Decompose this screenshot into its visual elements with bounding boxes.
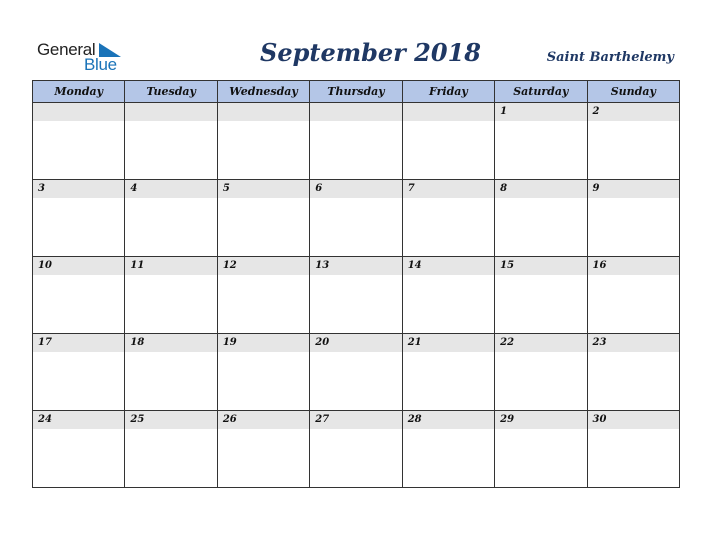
day-cell[interactable] bbox=[495, 103, 587, 180]
day-cell-header-strip bbox=[403, 334, 494, 352]
day-cell[interactable] bbox=[495, 334, 587, 411]
day-cell-header-strip bbox=[403, 103, 494, 121]
day-cell[interactable] bbox=[33, 103, 125, 180]
week-row bbox=[33, 257, 680, 334]
day-cell[interactable] bbox=[125, 180, 217, 257]
weekday-header: Monday bbox=[33, 81, 125, 103]
day-number: 29 bbox=[500, 414, 515, 425]
logo-general-text: General bbox=[37, 40, 96, 59]
day-cell[interactable] bbox=[33, 180, 125, 257]
day-number: 1 bbox=[500, 106, 508, 117]
day-cell[interactable] bbox=[402, 257, 494, 334]
weekday-header: Saturday bbox=[495, 81, 587, 103]
week-row bbox=[33, 103, 680, 180]
day-number: 8 bbox=[500, 183, 508, 194]
day-number: 15 bbox=[500, 260, 515, 271]
day-number: 18 bbox=[130, 337, 145, 348]
weekday-header: Friday bbox=[402, 81, 494, 103]
day-cell[interactable] bbox=[495, 257, 587, 334]
day-cell[interactable] bbox=[33, 411, 125, 488]
day-cell-header-strip bbox=[495, 103, 586, 121]
day-number: 23 bbox=[592, 337, 607, 348]
day-cell-header-strip bbox=[33, 257, 124, 275]
day-cell[interactable] bbox=[587, 334, 679, 411]
day-cell-header-strip bbox=[125, 411, 216, 429]
day-number: 20 bbox=[315, 337, 330, 348]
day-number: 14 bbox=[407, 260, 422, 271]
day-cell-header-strip bbox=[218, 257, 309, 275]
day-number: 3 bbox=[38, 183, 45, 194]
day-cell[interactable] bbox=[495, 180, 587, 257]
day-cell-header-strip bbox=[33, 411, 124, 429]
weekday-header: Thursday bbox=[310, 81, 402, 103]
day-number: 25 bbox=[130, 414, 145, 425]
day-cell-header-strip bbox=[218, 180, 309, 198]
day-cell-header-strip bbox=[218, 103, 309, 121]
logo-blue-text: Blue bbox=[84, 55, 117, 74]
month-title: September 2018 bbox=[260, 38, 481, 67]
day-cell-header-strip bbox=[495, 257, 586, 275]
day-cell-header-strip bbox=[588, 257, 679, 275]
day-cell-header-strip bbox=[218, 334, 309, 352]
day-number: 13 bbox=[315, 260, 330, 271]
day-cell[interactable] bbox=[587, 411, 679, 488]
day-cell[interactable] bbox=[125, 257, 217, 334]
day-cell[interactable] bbox=[217, 257, 309, 334]
day-cell[interactable] bbox=[310, 411, 402, 488]
day-cell-header-strip bbox=[125, 334, 216, 352]
day-cell[interactable] bbox=[125, 334, 217, 411]
day-cell-header-strip bbox=[310, 334, 401, 352]
day-cell-header-strip bbox=[588, 180, 679, 198]
day-cell-header-strip bbox=[495, 411, 586, 429]
day-number: 7 bbox=[407, 183, 415, 194]
day-cell-header-strip bbox=[495, 180, 586, 198]
day-number: 9 bbox=[592, 183, 600, 194]
day-number: 21 bbox=[407, 337, 422, 348]
day-cell-header-strip bbox=[403, 180, 494, 198]
day-cell-header-strip bbox=[588, 103, 679, 121]
day-number: 12 bbox=[222, 260, 237, 271]
week-row bbox=[33, 180, 680, 257]
day-cell[interactable] bbox=[402, 334, 494, 411]
day-cell-header-strip bbox=[310, 103, 401, 121]
day-cell-header-strip bbox=[33, 103, 124, 121]
day-cell[interactable] bbox=[310, 257, 402, 334]
day-cell-header-strip bbox=[125, 180, 216, 198]
day-number: 26 bbox=[222, 414, 237, 425]
day-cell-header-strip bbox=[125, 103, 216, 121]
day-cell-header-strip bbox=[33, 334, 124, 352]
day-cell[interactable] bbox=[125, 103, 217, 180]
day-cell[interactable] bbox=[125, 411, 217, 488]
day-number: 24 bbox=[38, 414, 52, 425]
day-cell[interactable] bbox=[402, 411, 494, 488]
day-cell-header-strip bbox=[403, 411, 494, 429]
day-cell[interactable] bbox=[587, 103, 679, 180]
day-cell[interactable] bbox=[310, 334, 402, 411]
day-number: 28 bbox=[407, 414, 422, 425]
day-cell[interactable] bbox=[587, 257, 679, 334]
day-cell[interactable] bbox=[217, 180, 309, 257]
weekday-header: Wednesday bbox=[217, 81, 309, 103]
day-cell[interactable] bbox=[217, 103, 309, 180]
day-cell[interactable] bbox=[402, 103, 494, 180]
day-cell-header-strip bbox=[33, 180, 124, 198]
day-cell[interactable] bbox=[33, 257, 125, 334]
day-cell[interactable] bbox=[217, 334, 309, 411]
day-number: 16 bbox=[592, 260, 607, 271]
day-number: 30 bbox=[592, 414, 607, 425]
day-cell-header-strip bbox=[310, 257, 401, 275]
day-number: 5 bbox=[222, 183, 230, 194]
week-row bbox=[33, 411, 680, 488]
day-cell[interactable] bbox=[495, 411, 587, 488]
weekday-header: Tuesday bbox=[125, 81, 217, 103]
calendar-grid bbox=[32, 80, 680, 488]
day-number: 2 bbox=[592, 106, 600, 117]
day-number: 11 bbox=[130, 260, 145, 271]
day-cell[interactable] bbox=[217, 411, 309, 488]
day-number: 22 bbox=[500, 337, 515, 348]
day-cell-header-strip bbox=[403, 257, 494, 275]
country-name: Saint Barthelemy bbox=[546, 50, 674, 65]
weekday-header: Sunday bbox=[587, 81, 679, 103]
day-cell[interactable] bbox=[402, 180, 494, 257]
day-cell-header-strip bbox=[310, 411, 401, 429]
day-number: 6 bbox=[315, 183, 323, 194]
day-cell-header-strip bbox=[588, 411, 679, 429]
logo bbox=[37, 40, 132, 74]
day-cell-header-strip bbox=[125, 257, 216, 275]
day-number: 10 bbox=[38, 260, 52, 271]
day-cell-header-strip bbox=[588, 334, 679, 352]
week-row bbox=[33, 334, 680, 411]
day-cell[interactable] bbox=[33, 334, 125, 411]
day-number: 4 bbox=[130, 183, 138, 194]
day-number: 27 bbox=[315, 414, 330, 425]
day-cell-header-strip bbox=[218, 411, 309, 429]
day-cell[interactable] bbox=[587, 180, 679, 257]
day-cell[interactable] bbox=[310, 180, 402, 257]
day-cell[interactable] bbox=[310, 103, 402, 180]
weekday-header-row bbox=[33, 81, 680, 103]
day-cell-header-strip bbox=[310, 180, 401, 198]
day-number: 17 bbox=[38, 337, 52, 348]
day-number: 19 bbox=[222, 337, 237, 348]
day-cell-header-strip bbox=[495, 334, 586, 352]
